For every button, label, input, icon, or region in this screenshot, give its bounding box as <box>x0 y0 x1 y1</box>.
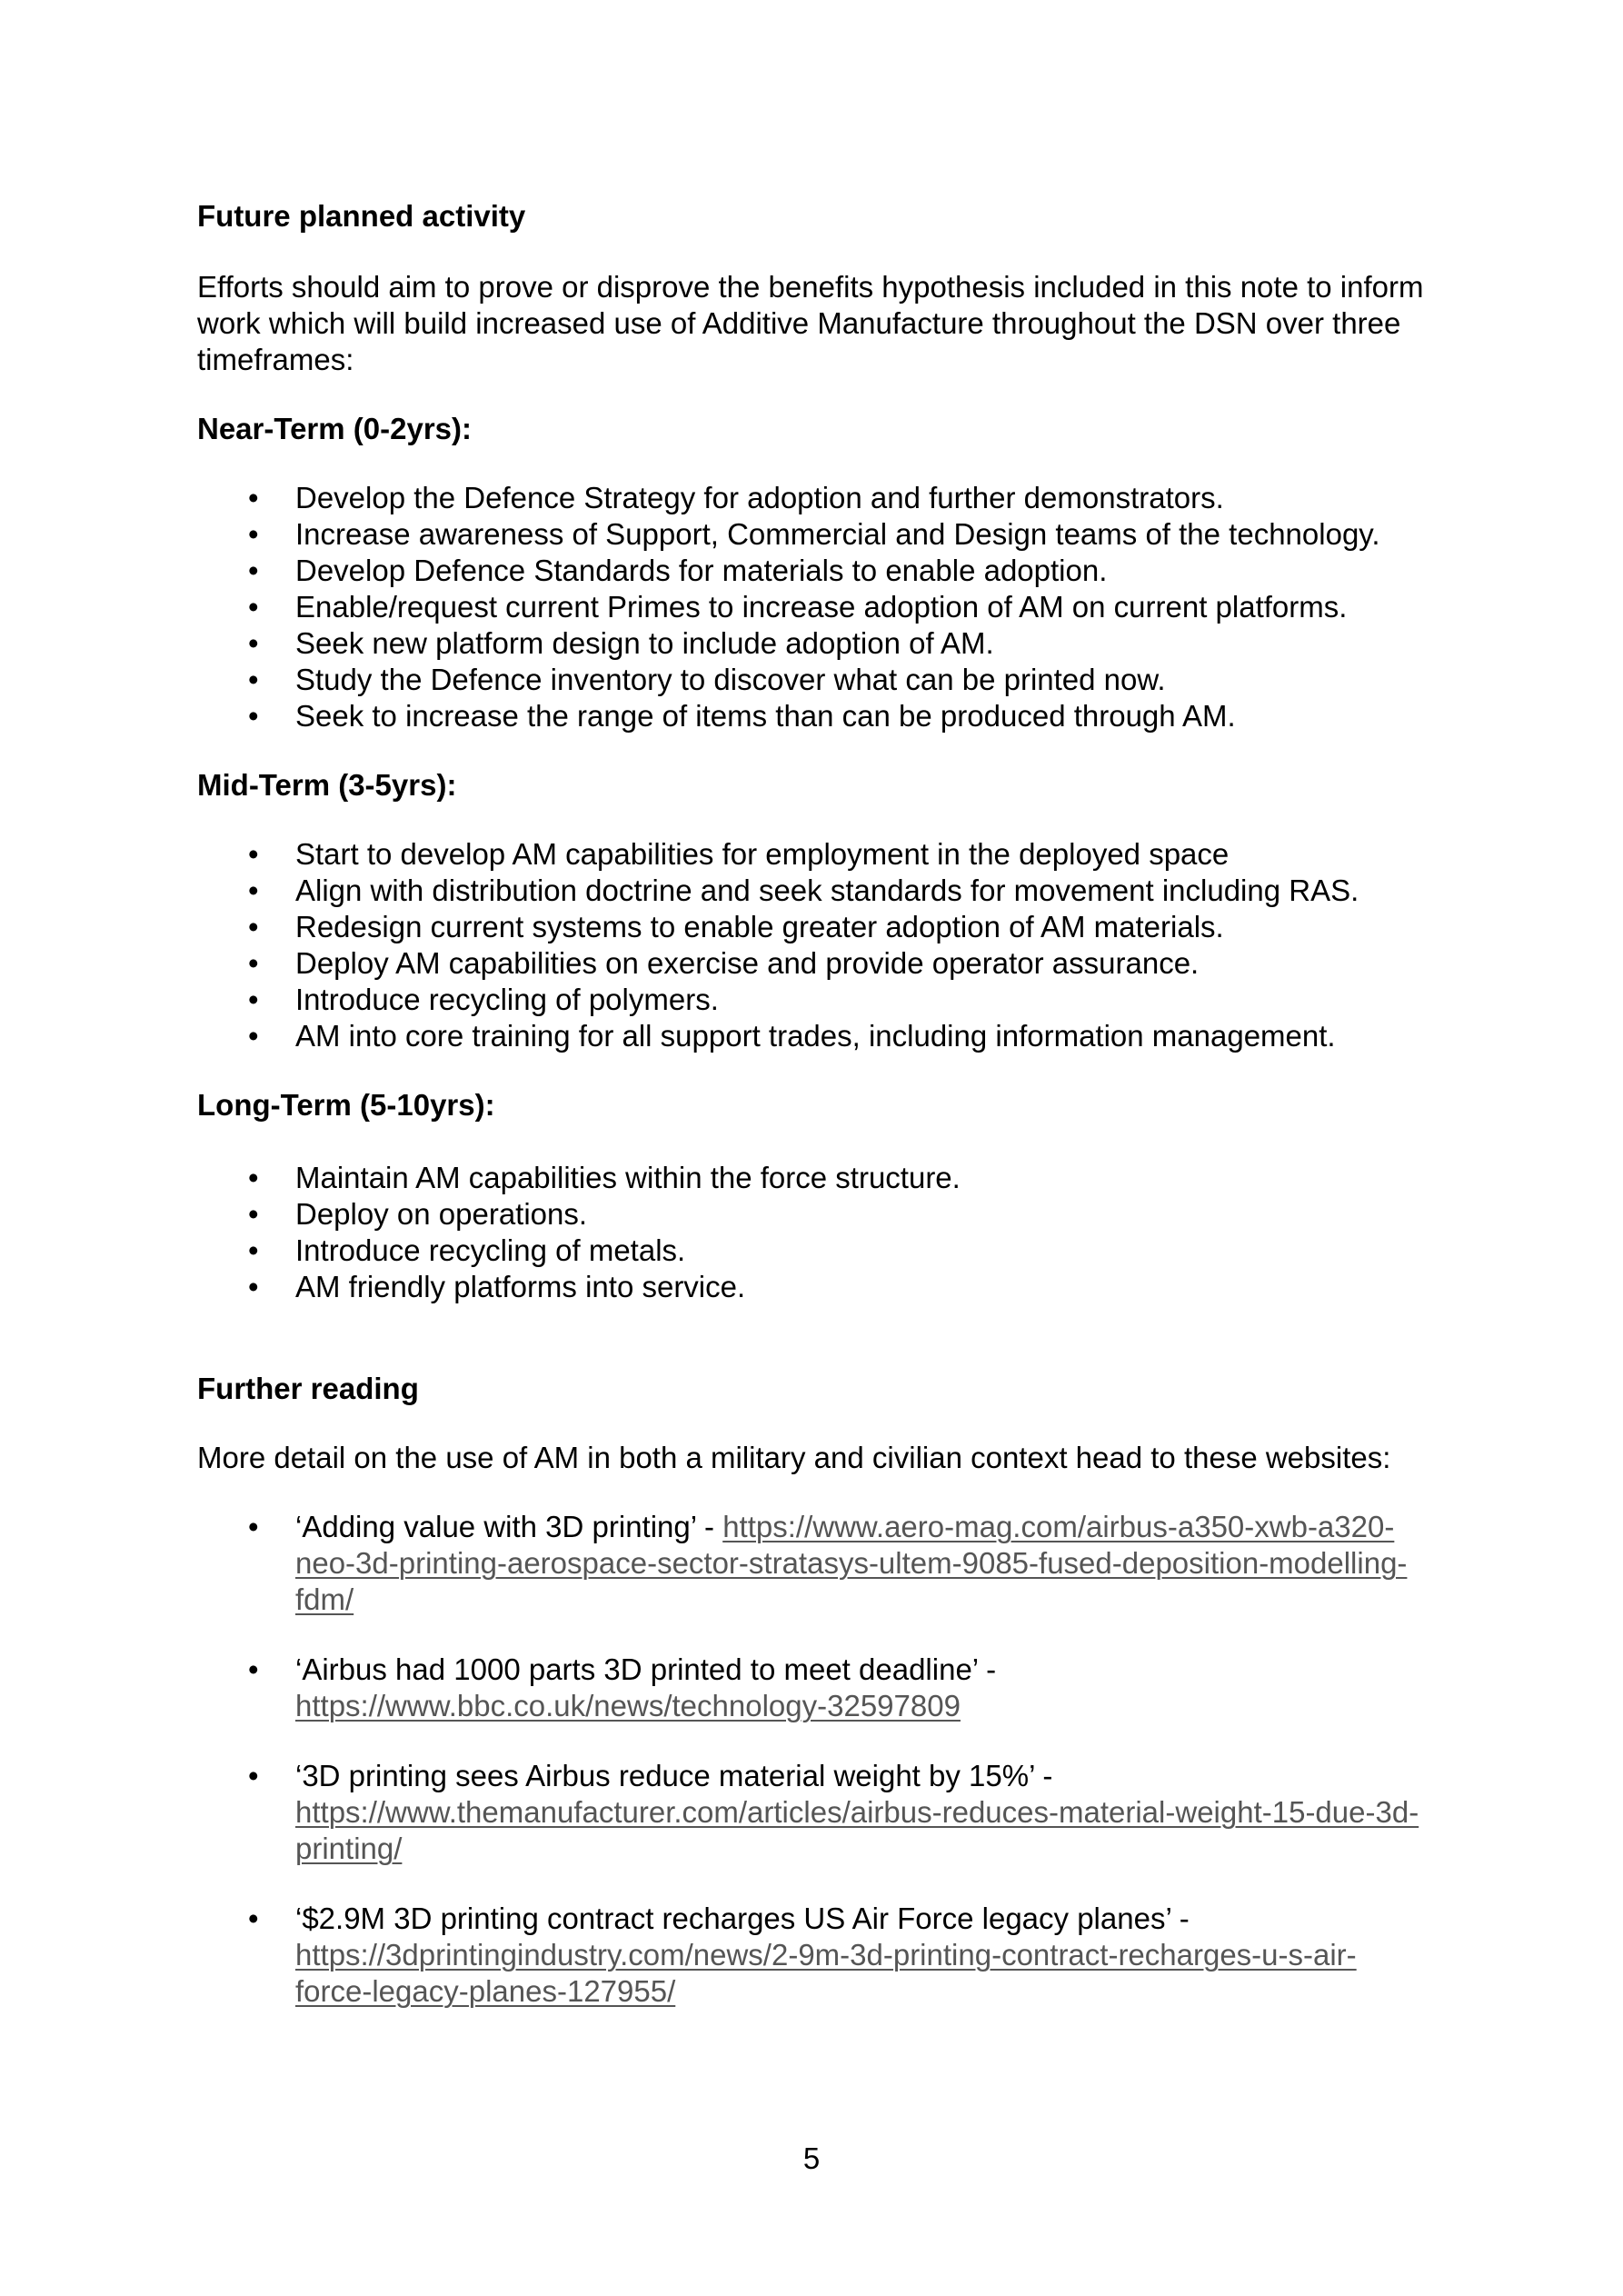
bullet-icon: • <box>248 910 259 943</box>
list-item-text: AM friendly platforms into service. <box>295 1270 746 1303</box>
list-item-text: Study the Defence inventory to discover what can be printed now. <box>295 663 1166 696</box>
list-item-text: Develop Defence Standards for materials to enable adoption. <box>295 554 1108 587</box>
reading-item <box>197 1652 1451 1724</box>
list-item <box>197 516 1451 553</box>
near-term-heading: Near-Term (0-2yrs): <box>197 412 472 445</box>
list-item <box>197 1160 1451 1196</box>
future-planned-intro <box>197 269 1451 378</box>
bullet-icon: • <box>248 1270 259 1303</box>
list-item-text: Maintain AM capabilities within the force structure. <box>295 1161 961 1194</box>
list-item <box>197 1233 1451 1269</box>
reading-link[interactable] <box>295 1795 1419 1865</box>
mid-term-heading: Mid-Term (3-5yrs): <box>197 768 457 802</box>
reading-item-title: ‘Adding value with 3D printing’ - <box>295 1510 723 1543</box>
mid-term-list <box>197 836 1451 1054</box>
list-item <box>197 589 1451 625</box>
bullet-icon: • <box>248 699 259 733</box>
list-item <box>197 553 1451 589</box>
bullet-icon: • <box>248 1902 259 1935</box>
reading-item <box>197 1509 1451 1618</box>
list-item-text: Align with distribution doctrine and seek standards for movement including RAS. <box>295 873 1359 907</box>
page-number: 5 <box>802 2141 821 2175</box>
list-item-text: Seek new platform design to include adoption of AM. <box>295 626 994 660</box>
bullet-icon: • <box>248 946 259 980</box>
bullet-icon: • <box>248 837 259 871</box>
bullet-icon: • <box>248 517 259 551</box>
list-item <box>197 1269 1451 1305</box>
link-line[interactable]: https://www.bbc.co.uk/news/technology-32597809 <box>295 1689 961 1722</box>
bullet-icon: • <box>248 481 259 514</box>
reading-link[interactable] <box>295 1689 961 1722</box>
list-item-text: Seek to increase the range of items than can be produced through AM. <box>295 699 1236 733</box>
list-item-text: Start to develop AM capabilities for employment in the deployed space <box>295 837 1230 871</box>
bullet-icon: • <box>248 554 259 587</box>
list-item <box>197 662 1451 698</box>
document-page <box>197 198 1451 2010</box>
bullet-icon: • <box>248 873 259 907</box>
link-line[interactable]: force-legacy-planes-127955/ <box>295 1974 676 2008</box>
bullet-icon: • <box>248 983 259 1016</box>
list-item <box>197 698 1451 734</box>
further-reading-heading: Further reading <box>197 1372 419 1405</box>
reading-item-title: ‘Airbus had 1000 parts 3D printed to meet deadline’ - <box>295 1652 997 1686</box>
link-line[interactable]: fdm/ <box>295 1582 354 1616</box>
bullet-icon: • <box>248 590 259 624</box>
bullet-icon: • <box>248 1759 259 1792</box>
reading-link[interactable] <box>295 1938 1357 2008</box>
list-item <box>197 480 1451 516</box>
bullet-icon: • <box>248 663 259 696</box>
list-item-text: Introduce recycling of polymers. <box>295 983 719 1016</box>
link-line[interactable]: neo-3d-printing-aerospace-sector-stratasys-ultem-9085-fused-deposition-modelling- <box>295 1546 1408 1580</box>
link-line[interactable]: https://3dprintingindustry.com/news/2-9m-3d-printing-contract-recharges-u-s-air- <box>295 1938 1357 1972</box>
list-item-text: Deploy AM capabilities on exercise and provide operator assurance. <box>295 946 1200 980</box>
list-item <box>197 945 1451 982</box>
bullet-icon: • <box>248 1233 259 1267</box>
list-item-text: Deploy on operations. <box>295 1197 588 1231</box>
bullet-icon: • <box>248 626 259 660</box>
list-item <box>197 873 1451 909</box>
list-item <box>197 1196 1451 1233</box>
intro-line: work which will build increased use of Additive Manufacture throughout the DSN over three <box>197 306 1401 340</box>
list-item-text: AM into core training for all support trades, including information management. <box>295 1019 1336 1053</box>
long-term-heading: Long-Term (5-10yrs): <box>197 1088 495 1122</box>
list-item-text: Increase awareness of Support, Commercial and Design teams of the technology. <box>295 517 1380 551</box>
bullet-icon: • <box>248 1652 259 1686</box>
list-item-text: Develop the Defence Strategy for adoption and further demonstrators. <box>295 481 1224 514</box>
list-item <box>197 836 1451 873</box>
list-item-text: Enable/request current Primes to increase adoption of AM on current platforms. <box>295 590 1348 624</box>
further-reading-intro: More detail on the use of AM in both a military and civilian context head to these websites: <box>197 1441 1391 1474</box>
list-item-text: Redesign current systems to enable greater adoption of AM materials. <box>295 910 1224 943</box>
intro-line: timeframes: <box>197 343 354 376</box>
further-reading-list <box>197 1509 1451 2010</box>
intro-line: Efforts should aim to prove or disprove the benefits hypothesis included in this note to inform <box>197 270 1424 304</box>
bullet-icon: • <box>248 1510 259 1543</box>
bullet-icon: • <box>248 1161 259 1194</box>
bullet-icon: • <box>248 1197 259 1231</box>
link-line[interactable]: https://www.aero-mag.com/airbus-a350-xwb-a320- <box>722 1510 1395 1543</box>
future-planned-heading: Future planned activity <box>197 199 526 233</box>
long-term-list <box>197 1160 1451 1305</box>
list-item <box>197 909 1451 945</box>
link-line[interactable]: https://www.themanufacturer.com/articles/airbus-reduces-material-weight-15-due-3d- <box>295 1795 1419 1829</box>
reading-item-title: ‘3D printing sees Airbus reduce material weight by 15%’ - <box>295 1759 1053 1792</box>
list-item <box>197 982 1451 1018</box>
list-item <box>197 625 1451 662</box>
list-item <box>197 1018 1451 1054</box>
list-item-text: Introduce recycling of metals. <box>295 1233 686 1267</box>
reading-item <box>197 1901 1451 2010</box>
reading-item-title: ‘$2.9M 3D printing contract recharges US Air Force legacy planes’ - <box>295 1902 1190 1935</box>
bullet-icon: • <box>248 1019 259 1053</box>
reading-item <box>197 1758 1451 1867</box>
near-term-list <box>197 480 1451 734</box>
link-line[interactable]: printing/ <box>295 1832 403 1865</box>
